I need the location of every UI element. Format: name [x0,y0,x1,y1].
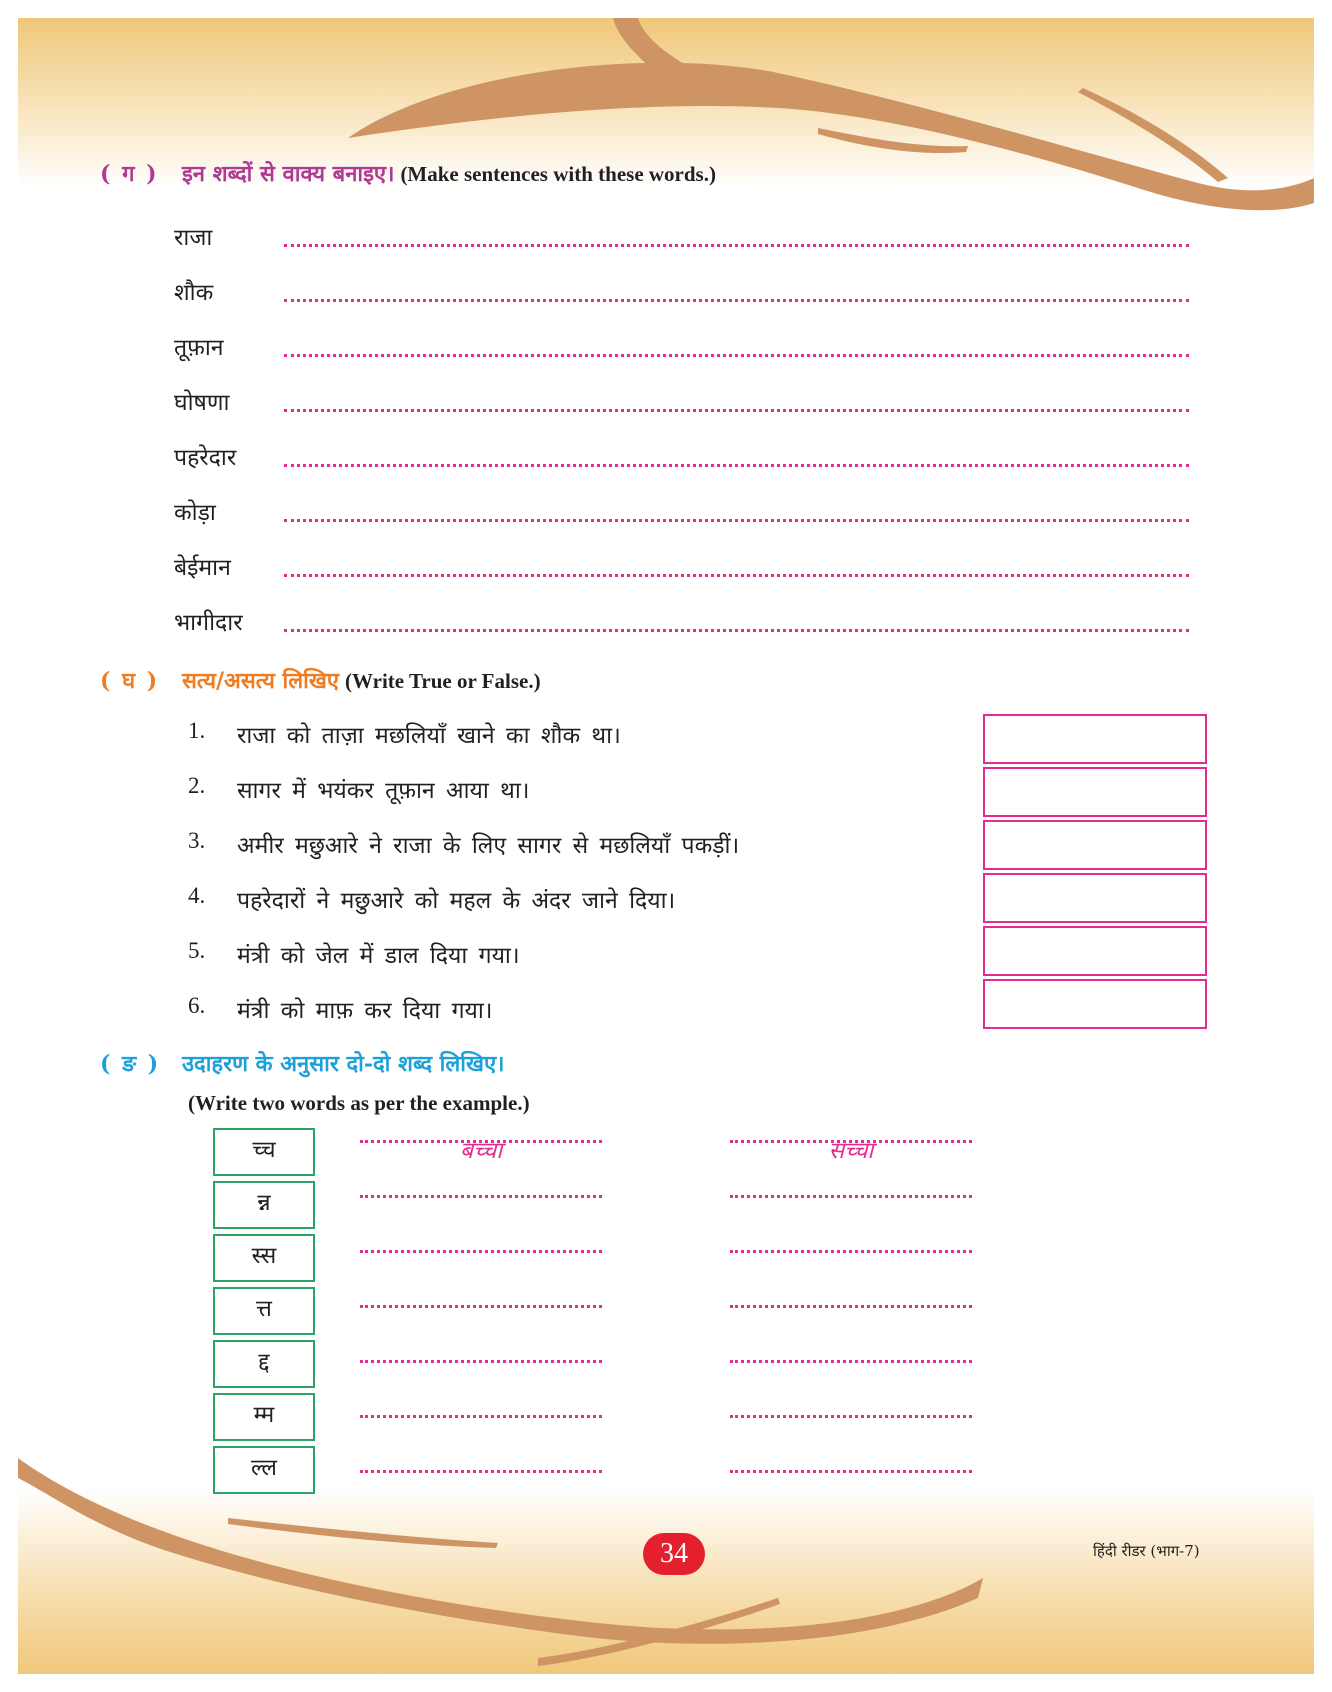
word-label: कोड़ा [174,500,216,526]
answer-line-col1[interactable] [360,1195,602,1198]
conjunct-box: ल्ल [213,1446,315,1494]
statement-number: 5. [188,938,206,963]
answer-line-col2[interactable] [730,1360,972,1363]
conjunct-box: म्म [213,1393,315,1441]
word-label: बेईमान [174,555,231,581]
section-g-heading [100,158,716,188]
answer-line[interactable] [284,629,1189,632]
section-g-title-hindi: इन शब्दों से वाक्य बनाइए। [182,161,395,187]
section-gh-heading [100,665,541,695]
section-g-marker: ( ग ) [100,161,159,187]
answer-line[interactable] [284,409,1189,412]
statement-text: सागर में भयंकर तूफ़ान आया था। [237,778,530,804]
sentence-row [174,385,1189,425]
true-false-answer-box[interactable] [983,873,1207,923]
statement-number: 6. [188,993,206,1018]
bottom-branch-twig [228,1518,498,1548]
true-false-answer-box[interactable] [983,926,1207,976]
word-label: शौक [174,280,214,306]
word-label: पहरेदार [174,445,237,471]
statement-number: 4. [188,883,206,908]
statement-text: मंत्री को जेल में डाल दिया गया। [237,943,520,969]
section-ng-heading [100,1048,504,1078]
sentence-row [174,440,1189,480]
word-label: राजा [174,225,213,251]
book-title: हिंदी रीडर (भाग-7) [1093,1542,1200,1560]
statement-text: राजा को ताज़ा मछलियाँ खाने का शौक था। [237,723,621,749]
answer-line-col1[interactable] [360,1360,602,1363]
answer-line-col1[interactable] [360,1250,602,1253]
answer-line-col2[interactable] [730,1140,972,1143]
sentence-row [174,275,1189,315]
answer-line[interactable] [284,299,1189,302]
true-false-answer-box[interactable] [983,820,1207,870]
answer-line[interactable] [284,464,1189,467]
section-gh-title-english: (Write True or False.) [345,669,541,693]
section-gh-title-hindi: सत्य/असत्य लिखिए [182,668,340,694]
answer-line-col2[interactable] [730,1305,972,1308]
statement-text: मंत्री को माफ़ कर दिया गया। [237,998,493,1024]
answer-line-col2[interactable] [730,1195,972,1198]
answer-line-col1[interactable] [360,1305,602,1308]
true-false-answer-box[interactable] [983,979,1207,1029]
word-label: तूफ़ान [174,335,224,361]
answer-line-col2[interactable] [730,1415,972,1418]
statement-number: 2. [188,773,206,798]
example-word-1: बच्चा [459,1138,503,1164]
answer-line[interactable] [284,519,1189,522]
answer-line[interactable] [284,574,1189,577]
sentence-row [174,550,1189,590]
sentence-row [174,605,1189,645]
sentence-row [174,330,1189,370]
answer-line[interactable] [284,354,1189,357]
sentence-row [174,220,1189,260]
answer-line-col2[interactable] [730,1470,972,1473]
statement-text: पहरेदारों ने मछुआरे को महल के अंदर जाने दिया। [237,888,676,914]
statement-number: 1. [188,718,206,743]
word-label: घोषणा [174,390,230,416]
section-ng-title-hindi: उदाहरण के अनुसार दो-दो शब्द लिखिए। [182,1051,505,1077]
true-false-answer-box[interactable] [983,714,1207,764]
answer-line-col1[interactable] [360,1470,602,1473]
answer-line-col2[interactable] [730,1250,972,1253]
true-false-answer-box[interactable] [983,767,1207,817]
section-ng-marker: ( ङ ) [100,1051,161,1077]
section-ng-title-english: (Write two words as per the example.) [188,1091,530,1115]
page-number-badge: 34 [643,1533,705,1575]
conjunct-box: न्न [213,1181,315,1229]
answer-line-col1[interactable] [360,1415,602,1418]
conjunct-box: च्च [213,1128,315,1176]
sentence-row [174,495,1189,535]
section-gh-marker: ( घ ) [100,668,160,694]
example-word-2: सच्चा [828,1138,874,1164]
conjunct-box: द्द [213,1340,315,1388]
statement-text: अमीर मछुआरे ने राजा के लिए सागर से मछलियाँ पकड़ीं। [237,833,740,859]
section-g-title-english: (Make sentences with these words.) [400,162,716,186]
answer-line[interactable] [284,244,1189,247]
answer-line-col1[interactable] [360,1140,602,1143]
statement-number: 3. [188,828,206,853]
conjunct-box: स्स [213,1234,315,1282]
word-label: भागीदार [174,610,243,636]
conjunct-box: त्त [213,1287,315,1335]
bottom-branch [18,1458,983,1644]
